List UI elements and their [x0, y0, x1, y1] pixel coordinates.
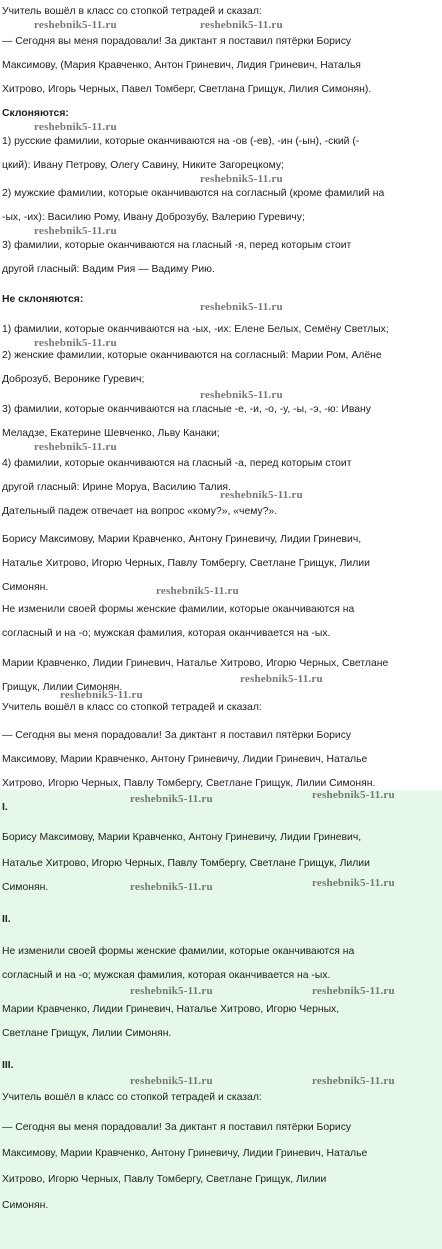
text-line: 3) фамилии, которые оканчиваются на гласный -я, перед которым стоит — [2, 240, 352, 251]
text-line: цкий): Ивану Петрову, Олегу Савину, Никите Загорецкому; — [2, 160, 284, 171]
watermark: reshebnik5-11.ru — [34, 441, 117, 453]
watermark: reshebnik5-11.ru — [60, 689, 143, 701]
answer-line: Борису Максимову, Марии Кравченко, Антону Гриневичу, Лидии Гриневич, — [2, 832, 362, 843]
text-line: -ых, -их): Василию Рому, Ивану Доброзубу, Валерию Гуревичу; — [2, 212, 305, 223]
answer-line: — Сегодня вы меня порадовали! За диктант я поставил пятёрки Борису — [2, 1122, 352, 1133]
text-line: — Сегодня вы меня порадовали! За диктант я поставил пятёрки Борису — [2, 730, 352, 741]
watermark: reshebnik5-11.ru — [34, 337, 117, 349]
answer-line: Симонян. — [2, 882, 49, 893]
text-line: Доброзуб, Веронике Гуревич; — [2, 374, 145, 385]
section-heading: Не склоняются: — [2, 294, 84, 305]
text-line: Максимову, (Мария Кравченко, Антон Гриневич, Лидия Гриневич, Наталья — [2, 60, 361, 71]
text-line: Учитель вошёл в класс со стопкой тетрадей и сказал: — [2, 6, 262, 17]
answer-line: согласный и на -о; мужская фамилия, которая оканчивается на -ых. — [2, 970, 331, 981]
watermark: reshebnik5-11.ru — [200, 173, 283, 185]
watermark: reshebnik5-11.ru — [240, 673, 323, 685]
watermark: reshebnik5-11.ru — [312, 985, 395, 997]
text-line: другой гласный: Вадим Рия — Вадиму Рию. — [2, 264, 215, 275]
text-line: Хитрово, Игорь Черных, Павел Томберг, Светлана Грищук, Лилия Симонян). — [2, 84, 372, 95]
text-line: Хитрово, Игорю Черных, Павлу Томбергу, Светлане Грищук, Лилии Симонян. — [2, 778, 376, 789]
text-line: Учитель вошёл в класс со стопкой тетрадей и сказал: — [2, 702, 262, 713]
watermark: reshebnik5-11.ru — [312, 1075, 395, 1087]
text-line: согласный и на -о; мужская фамилия, которая оканчивается на -ых. — [2, 628, 331, 639]
answer-heading: II. — [2, 914, 11, 925]
text-line: 3) фамилии, которые оканчиваются на гласные -е, -и, -о, -у, -ы, -э, -ю: Ивану — [2, 404, 371, 415]
watermark: reshebnik5-11.ru — [312, 789, 395, 801]
watermark: reshebnik5-11.ru — [220, 489, 303, 501]
answer-heading: I. — [2, 802, 8, 813]
answer-line: Марии Кравченко, Лидии Гриневич, Наталье Хитрово, Игорю Черных, — [2, 1004, 340, 1015]
watermark: reshebnik5-11.ru — [156, 585, 239, 597]
answer-line: Максимову, Марии Кравченко, Антону Гриневичу, Лидии Гриневич, Наталье — [2, 1148, 368, 1159]
watermark: reshebnik5-11.ru — [130, 985, 213, 997]
answer-line: Светлане Грищук, Лилии Симонян. — [2, 1028, 172, 1039]
answer-heading: III. — [2, 1060, 14, 1071]
text-line: 2) мужские фамилии, которые оканчиваются на согласный (кроме фамилий на — [2, 188, 385, 199]
text-line: 2) женские фамилии, которые оканчиваются на согласный: Марии Ром, Алёне — [2, 350, 382, 361]
text-line: 1) русские фамилии, которые оканчиваются на -ов (-ев), -ин (-ын), -ский (- — [2, 136, 360, 147]
answer-line: Наталье Хитрово, Игорю Черных, Павлу Томбергу, Светлане Грищук, Лилии — [2, 858, 370, 869]
watermark: reshebnik5-11.ru — [130, 881, 213, 893]
text-line: другой гласный: Ирине Моруа, Василию Талия. — [2, 482, 231, 493]
answer-line: Не изменили своей формы женские фамилии, которые оканчиваются на — [2, 946, 355, 957]
text-line: Меладзе, Екатерине Шевченко, Льву Канаки; — [2, 428, 220, 439]
section-heading: Склоняются: — [2, 108, 69, 119]
watermark: reshebnik5-11.ru — [34, 225, 117, 237]
watermark: reshebnik5-11.ru — [130, 1075, 213, 1087]
watermark: reshebnik5-11.ru — [200, 389, 283, 401]
watermark: reshebnik5-11.ru — [200, 19, 283, 31]
watermark: reshebnik5-11.ru — [200, 301, 283, 313]
text-line: Симонян. — [2, 582, 49, 593]
watermark: reshebnik5-11.ru — [34, 19, 117, 31]
text-line: Не изменили своей формы женские фамилии, которые оканчиваются на — [2, 604, 355, 615]
text-line: 1) фамилии, которые оканчиваются на -ых, -их: Елене Белых, Семёну Светлых; — [2, 324, 389, 335]
text-line: — Сегодня вы меня порадовали! За диктант я поставил пятёрки Борису — [2, 36, 352, 47]
text-line: Наталье Хитрово, Игорю Черных, Павлу Томбергу, Светлане Грищук, Лилии — [2, 558, 370, 569]
text-line: Грищук, Лилии Симонян. — [2, 682, 123, 693]
text-line: 4) фамилии, которые оканчиваются на гласный -а, перед которым стоит — [2, 458, 352, 469]
answer-line: Хитрово, Игорю Черных, Павлу Томбергу, Светлане Грищук, Лилии — [2, 1174, 327, 1185]
answer-line: Симонян. — [2, 1200, 49, 1211]
watermark: reshebnik5-11.ru — [130, 793, 213, 805]
text-line: Максимову, Марии Кравченко, Антону Гриневичу, Лидии Гриневич, Наталье — [2, 754, 368, 765]
watermark: reshebnik5-11.ru — [312, 877, 395, 889]
text-line: Борису Максимову, Марии Кравченко, Антону Гриневичу, Лидии Гриневич, — [2, 534, 362, 545]
answer-line: Учитель вошёл в класс со стопкой тетрадей и сказал: — [2, 1092, 262, 1103]
watermark: reshebnik5-11.ru — [34, 121, 117, 133]
text-line: Дательный падеж отвечает на вопрос «кому?», «чему?». — [2, 506, 278, 517]
text-line: Марии Кравченко, Лидии Гриневич, Наталье Хитрово, Игорю Черных, Светлане — [2, 658, 389, 669]
